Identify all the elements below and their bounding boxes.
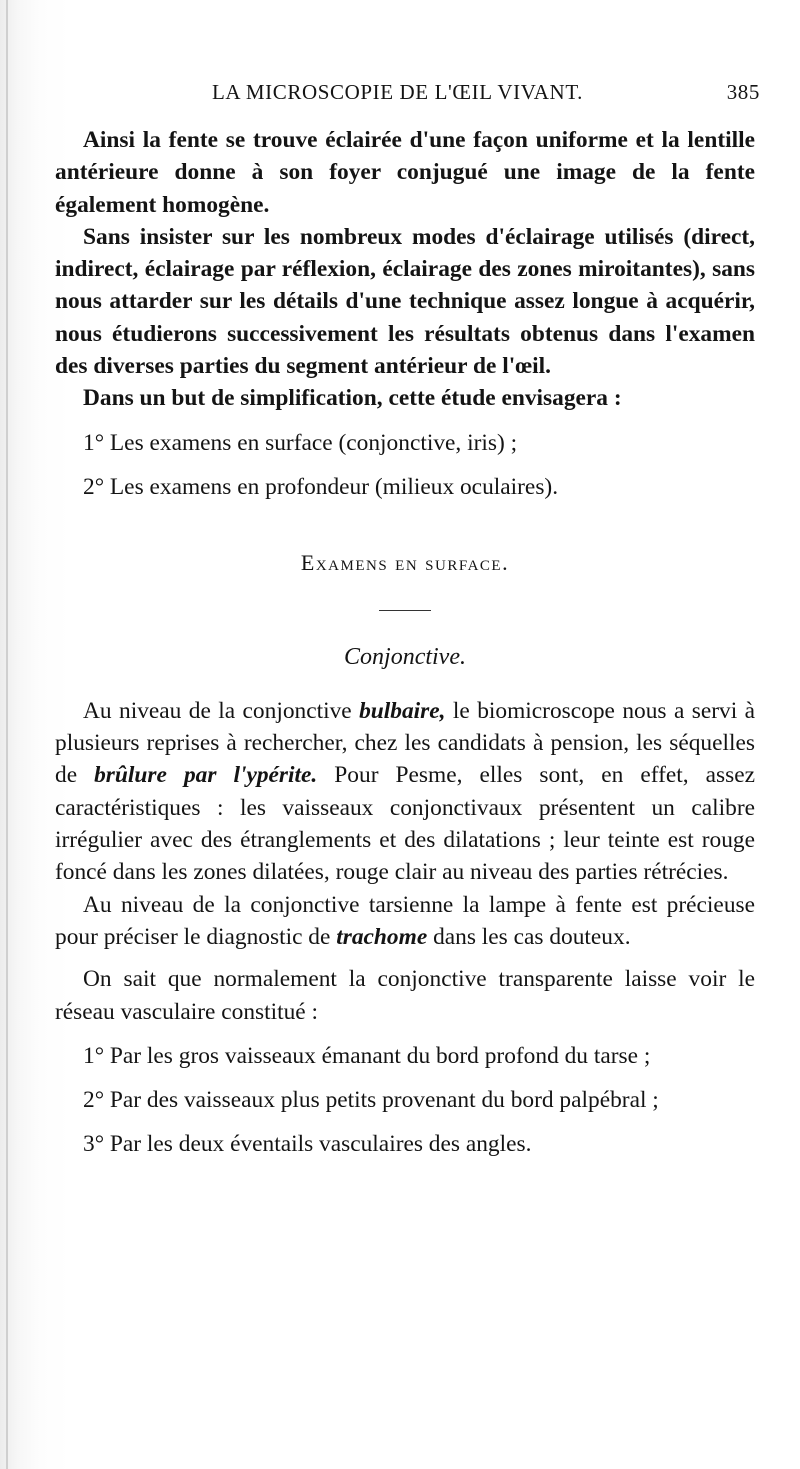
subsection-heading: Conjonctive.	[344, 643, 466, 670]
list-item: 2° Les examens en profondeur (milieux oculaires).	[83, 473, 559, 500]
running-header	[212, 80, 760, 105]
paragraph-4	[55, 695, 755, 889]
running-title: LA MICROSCOPIE DE L'ŒIL VIVANT.	[212, 80, 584, 104]
list-item: 1° Les examens en surface (conjonctive, iris) ;	[83, 429, 518, 456]
emphasis: trachome	[336, 923, 428, 950]
text-run: dans les cas douteux.	[427, 923, 631, 950]
paragraph-2: Sans insister sur les nombreux modes d'éclairage utilisés (direct, indirect, éclairage par réflexion, éclairage des zones miroitantes), sans nous attarder sur les détails d'une technique assez longue à acquérir, nous étudierons successivement les résultats obtenus dans l'examen des diverses parties du segment antérieur de l'œil.	[55, 223, 755, 380]
divider	[379, 610, 431, 611]
list-item: 3° Par les deux éventails vasculaires des angles.	[83, 1131, 532, 1158]
paragraph-6: On sait que normalement la conjonctive transparente laisse voir le réseau vasculaire constitué :	[55, 966, 755, 1025]
paragraph-5	[55, 889, 755, 954]
text-run: Au niveau de la conjonctive tarsienne la lampe à fente est précieuse pour préciser le diagnostic de	[55, 891, 755, 950]
emphasis: brûlure par l'ypérite.	[94, 762, 318, 789]
list-item: 2° Par des vaisseaux plus petits provenant du bord palpébral ;	[83, 1087, 659, 1114]
text-run: le biomicroscope nous a servi à plusieurs reprises à rechercher, chez les candidats à pension, les séquelles de	[55, 697, 755, 789]
binding-edge	[6, 0, 8, 1469]
page-number: 385	[726, 80, 760, 104]
emphasis: bulbaire,	[359, 697, 446, 724]
paragraph-3: Dans un but de simplification, cette étude envisagera :	[83, 385, 622, 412]
text-run: Au niveau de la conjonctive	[83, 697, 360, 724]
paragraph-1: Ainsi la fente se trouve éclairée d'une façon uniforme et la lentille antérieure donne à son foyer conjugué une image de la fente également homogène.	[55, 127, 755, 218]
text-run: Pour Pesme, elles sont, en effet, assez caractéristiques : les vaisseaux conjonctivaux présentent un calibre irrégulier avec des étranglements et des dilatations ; leur teinte est rouge foncé dans les zones dilatées, rouge clair au niveau des parties rétrécies.	[55, 762, 755, 886]
section-heading: Examens en surface.	[300, 550, 510, 576]
list-item: 1° Par les gros vaisseaux émanant du bord profond du tarse ;	[83, 1042, 651, 1069]
body-text	[55, 124, 755, 1161]
